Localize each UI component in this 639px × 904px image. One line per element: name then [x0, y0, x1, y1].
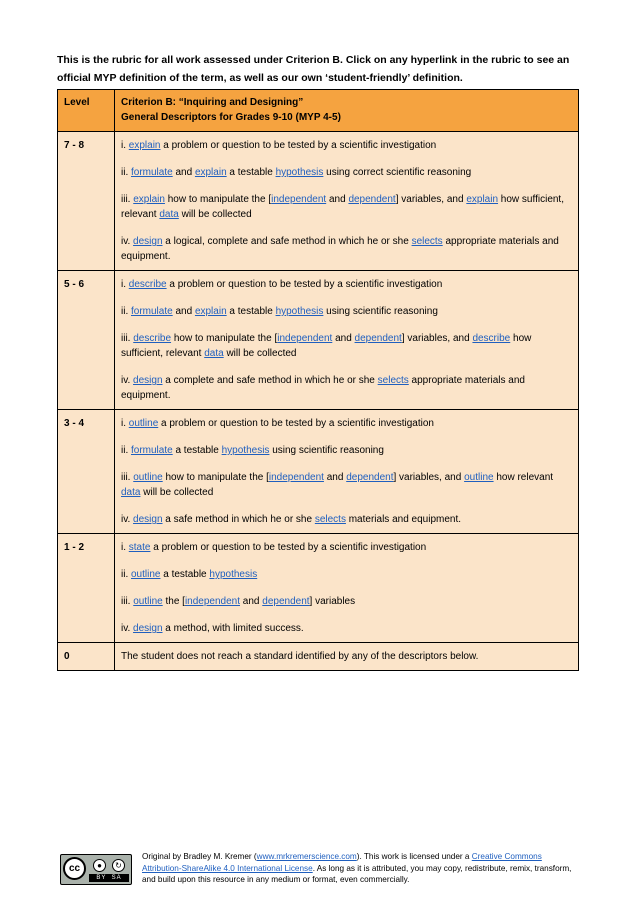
descriptor-text: a safe method in which he or she	[162, 514, 315, 525]
level-column-header: Level	[58, 90, 115, 132]
cc-license-badge[interactable]	[60, 854, 132, 885]
descriptor-cell	[115, 410, 579, 534]
term-link[interactable]: data	[159, 209, 179, 220]
term-link[interactable]: selects	[314, 514, 346, 525]
descriptor-cell	[115, 643, 579, 671]
term-link[interactable]: independent	[184, 596, 241, 607]
descriptor-text: using scientific reasoning	[323, 306, 438, 317]
term-link[interactable]: independent	[271, 194, 327, 205]
term-link[interactable]: explain	[128, 140, 161, 151]
descriptor-text: ii.	[121, 306, 131, 317]
descriptor-text: ] variables, and	[395, 194, 467, 205]
rubric-header-row	[58, 90, 579, 132]
term-link[interactable]: outline	[128, 418, 159, 429]
descriptor-item	[121, 443, 572, 458]
criterion-column-header	[115, 90, 579, 132]
term-link[interactable]: outline	[464, 472, 494, 483]
descriptor-text: iii.	[121, 472, 134, 483]
descriptor-text: ). This work is licensed under a	[356, 852, 472, 861]
descriptor-item	[121, 567, 572, 582]
descriptor-text: i.	[121, 542, 129, 553]
descriptor-text: how sufficient, relevant	[121, 333, 532, 359]
term-link[interactable]: independent	[268, 472, 324, 483]
term-link[interactable]: state	[128, 542, 151, 553]
descriptor-text: ii.	[121, 167, 131, 178]
descriptor-text: i.	[121, 418, 129, 429]
descriptor-text: how to manipulate the [	[162, 472, 269, 483]
descriptor-text: a testable	[226, 167, 276, 178]
level-cell: 1 - 2	[58, 534, 115, 643]
descriptor-text: materials and equipment.	[345, 514, 462, 525]
term-link[interactable]: dependent	[354, 333, 402, 344]
term-link[interactable]: explain	[133, 194, 165, 205]
descriptor-cell	[115, 132, 579, 271]
term-link[interactable]: independent	[277, 333, 333, 344]
term-link[interactable]: outline	[133, 472, 163, 483]
descriptor-text: will be collected	[140, 487, 214, 498]
descriptor-text: and	[240, 596, 263, 607]
descriptor-text: a complete and safe method in which he or she	[162, 375, 378, 386]
term-link[interactable]: hypothesis	[209, 569, 258, 580]
descriptor-text: how relevant	[493, 472, 554, 483]
descriptor-text: a problem or question to be tested by a scientific investigation	[160, 140, 437, 151]
level-cell: 0	[58, 643, 115, 671]
descriptor-item	[121, 416, 572, 431]
rubric-table	[57, 89, 579, 671]
descriptor-text: iii.	[121, 333, 134, 344]
cc-icon: cc	[63, 857, 86, 880]
descriptor-text: a problem or question to be tested by a scientific investigation	[166, 279, 443, 290]
term-link[interactable]: dependent	[262, 596, 310, 607]
descriptor-item	[121, 649, 572, 664]
term-link[interactable]: explain	[194, 167, 227, 178]
descriptor-item	[121, 138, 572, 153]
term-link[interactable]: hypothesis	[275, 306, 324, 317]
rubric-row	[58, 534, 579, 643]
descriptor-item	[121, 192, 572, 222]
descriptor-text: Original by Bradley M. Kremer (	[142, 852, 257, 861]
cc-license-strip	[89, 874, 129, 882]
term-link[interactable]: describe	[472, 333, 511, 344]
descriptor-text: will be collected	[223, 348, 297, 359]
term-link[interactable]: formulate	[131, 306, 173, 317]
descriptor-text: will be collected	[178, 209, 252, 220]
term-link[interactable]: dependent	[346, 472, 394, 483]
descriptor-text: and	[332, 333, 355, 344]
descriptor-text: using correct scientific reasoning	[323, 167, 472, 178]
term-link[interactable]: hypothesis	[221, 445, 270, 456]
term-link[interactable]: explain	[194, 306, 227, 317]
descriptor-item	[121, 540, 572, 555]
rubric-row	[58, 132, 579, 271]
descriptor-text: i.	[121, 279, 129, 290]
descriptor-item	[121, 470, 572, 500]
term-link[interactable]: describe	[128, 279, 167, 290]
descriptor-item	[121, 331, 572, 361]
rubric-row	[58, 410, 579, 534]
descriptor-item	[121, 304, 572, 319]
term-link[interactable]: design	[133, 236, 163, 247]
term-link[interactable]: Creative Commons Attribution-ShareAlike 4.0 International License	[142, 852, 542, 873]
descriptor-text: ] variables, and	[393, 472, 465, 483]
descriptor-text: a testable	[160, 569, 210, 580]
descriptor-cell	[115, 271, 579, 410]
descriptor-text: the [	[162, 596, 185, 607]
descriptor-text: appropriate materials and equipment.	[121, 236, 559, 262]
descriptor-item	[121, 621, 572, 636]
intro-text: This is the rubric for all work assessed under Criterion B. Click on any hyperlink in the rubric to see an official MYP definition of the term, as well as our own ‘student-friendly’ definition.	[57, 54, 570, 84]
descriptor-item	[121, 165, 572, 180]
term-link[interactable]: selects	[411, 236, 443, 247]
descriptor-text: ] variables, and	[401, 333, 473, 344]
descriptor-text: and	[172, 167, 195, 178]
criterion-title: Criterion B: “Inquiring and Designing”	[121, 97, 304, 108]
term-link[interactable]: data	[204, 348, 224, 359]
descriptor-text: iii.	[121, 194, 134, 205]
descriptor-text: iv.	[121, 236, 134, 247]
level-cell: 5 - 6	[58, 271, 115, 410]
term-link[interactable]: outline	[133, 596, 163, 607]
term-link[interactable]: describe	[133, 333, 172, 344]
descriptor-text: how to manipulate the [	[171, 333, 278, 344]
rubric-row	[58, 271, 579, 410]
term-link[interactable]: data	[121, 487, 141, 498]
term-link[interactable]: www.mrkremerscience.com	[256, 852, 357, 861]
by-label: BY	[96, 875, 107, 881]
descriptor-item	[121, 373, 572, 403]
term-link[interactable]: selects	[377, 375, 409, 386]
descriptor-text: The student does not reach a standard identified by any of the descriptors below.	[121, 651, 479, 662]
descriptor-text: and	[326, 194, 349, 205]
descriptor-text: a problem or question to be tested by a scientific investigation	[158, 418, 434, 429]
descriptor-text: a testable	[226, 306, 276, 317]
descriptor-text: i.	[121, 140, 129, 151]
descriptor-item	[121, 594, 572, 609]
term-link[interactable]: formulate	[131, 445, 173, 456]
descriptor-text: and	[323, 472, 347, 483]
level-cell: 7 - 8	[58, 132, 115, 271]
term-link[interactable]: outline	[131, 569, 161, 580]
descriptor-text: . As long as it is attributed, you may copy, redistribute, remix, transform, and build upon this resource in any medium or format, even commercially.	[142, 863, 572, 884]
descriptor-text: ] variables	[309, 596, 356, 607]
term-link[interactable]: formulate	[131, 167, 173, 178]
footer	[57, 851, 579, 891]
descriptor-text: a problem or question to be tested by a scientific investigation	[150, 542, 427, 553]
descriptor-text: iii.	[121, 596, 134, 607]
term-link[interactable]: design	[133, 623, 163, 634]
descriptor-text: a testable	[172, 445, 222, 456]
term-link[interactable]: explain	[466, 194, 499, 205]
rubric-body	[58, 132, 579, 671]
descriptor-text: how sufficient, relevant	[121, 194, 564, 220]
term-link[interactable]: hypothesis	[275, 167, 324, 178]
descriptor-text: ii.	[121, 569, 131, 580]
descriptor-text: and	[172, 306, 195, 317]
descriptor-text: using scientific reasoning	[269, 445, 384, 456]
descriptor-item	[121, 234, 572, 264]
attribution-icon: ●	[93, 859, 106, 872]
descriptor-text: iv.	[121, 514, 134, 525]
term-link[interactable]: design	[133, 375, 163, 386]
level-cell: 3 - 4	[58, 410, 115, 534]
share-alike-icon: ↻	[112, 859, 125, 872]
descriptor-text: ii.	[121, 445, 131, 456]
sa-label: SA	[111, 875, 122, 881]
descriptor-item	[121, 512, 572, 527]
descriptor-text: a logical, complete and safe method in which he or she	[162, 236, 412, 247]
term-link[interactable]: design	[133, 514, 163, 525]
criterion-subtitle: General Descriptors for Grades 9-10 (MYP 4-5)	[121, 112, 341, 123]
descriptor-cell	[115, 534, 579, 643]
descriptor-item	[121, 277, 572, 292]
license-text	[142, 851, 582, 886]
descriptor-text: iv.	[121, 623, 134, 634]
descriptor-text: iv.	[121, 375, 134, 386]
descriptor-text: a method, with limited success.	[162, 623, 304, 634]
descriptor-text: how to manipulate the [	[164, 194, 272, 205]
term-link[interactable]: dependent	[348, 194, 396, 205]
descriptor-text: appropriate materials and equipment.	[121, 375, 525, 401]
rubric-row	[58, 643, 579, 671]
